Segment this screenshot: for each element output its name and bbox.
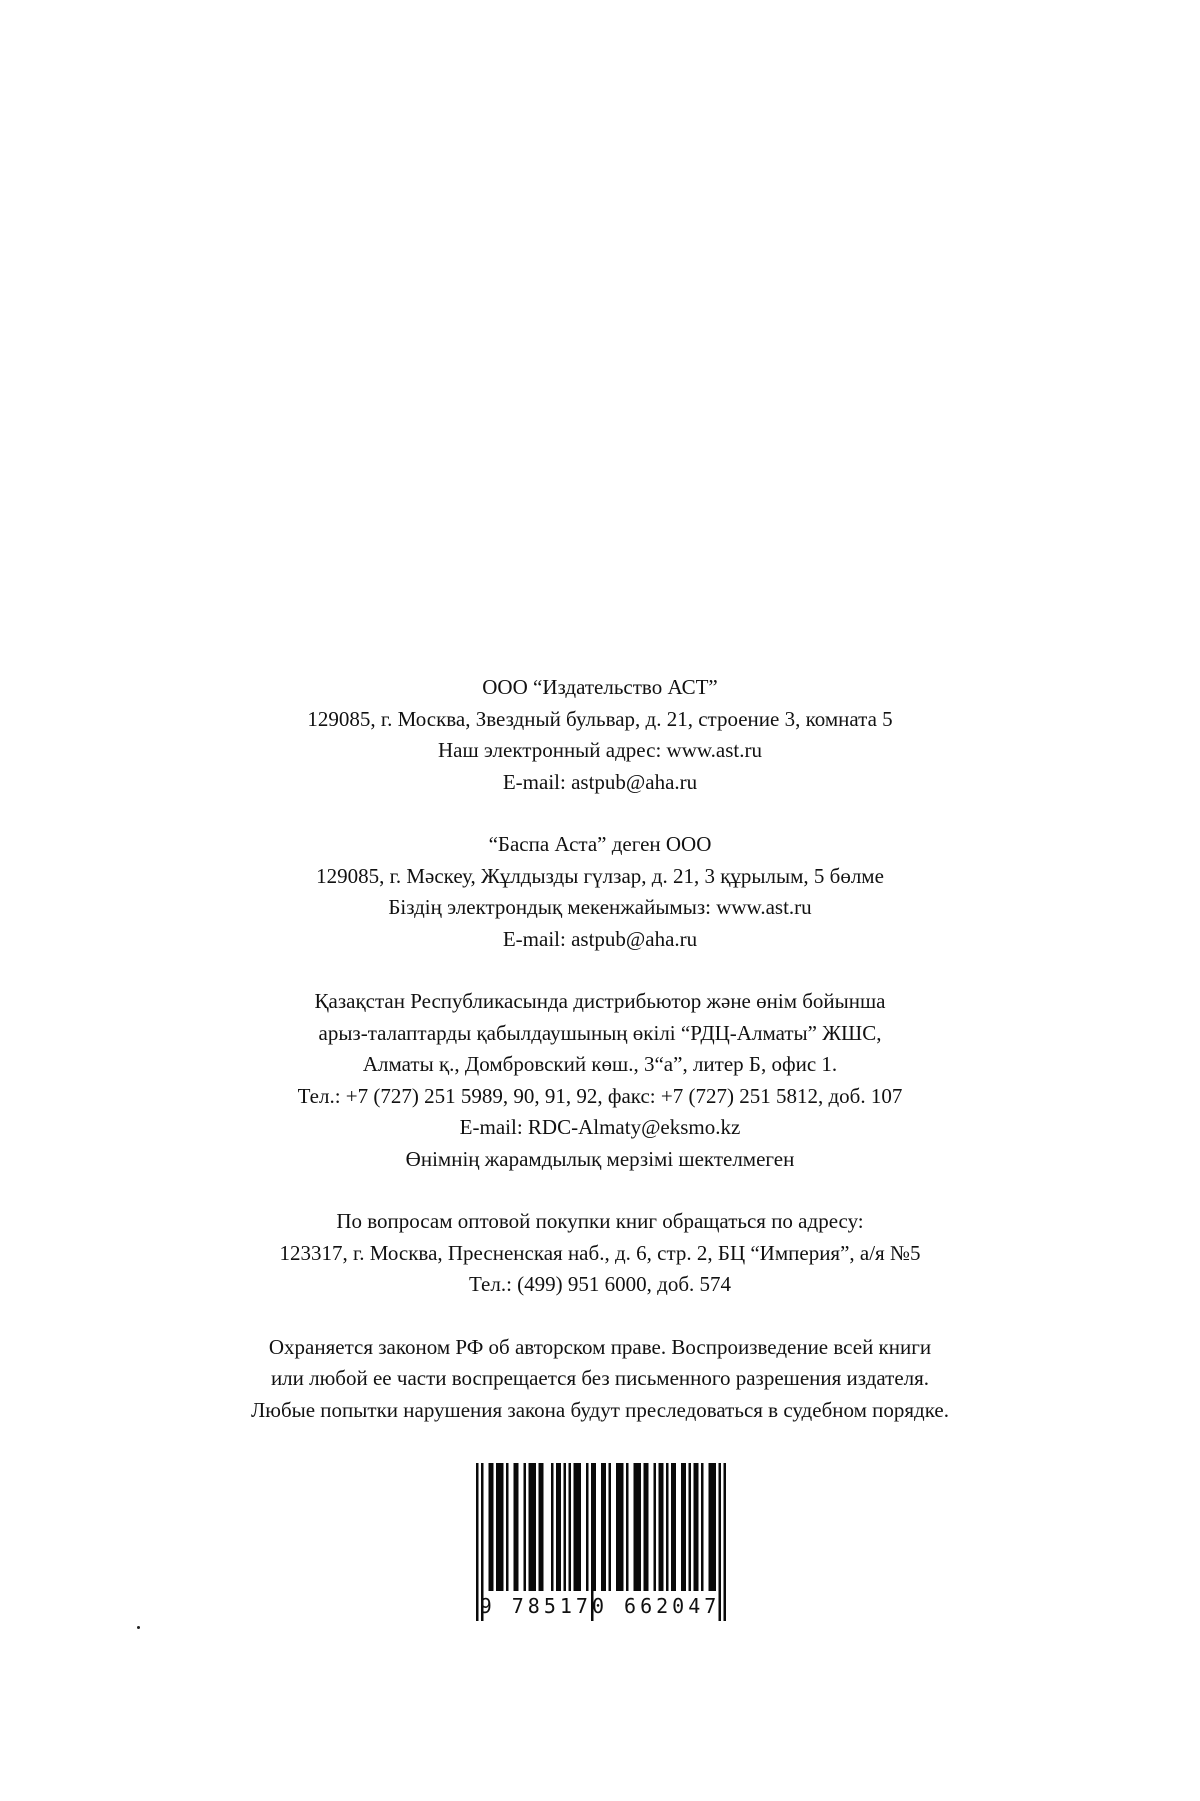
barcode-bar: [586, 1463, 589, 1591]
distributor-line-1: Қазақстан Республикасында дистрибьютор және өнім бойынша: [314, 989, 886, 1013]
barcode-bar: [619, 1463, 622, 1591]
barcode-bar: [489, 1463, 492, 1591]
distributor-line-2: арыз-талаптарды қабылдаушының өкілі “РДЦ-Алматы” ЖШС,: [318, 1020, 882, 1045]
barcode-bar: [604, 1463, 607, 1591]
wholesale-line-1: По вопросам оптовой покупки книг обращаться по адресу:: [336, 1209, 864, 1233]
barcode-bar: [661, 1463, 664, 1591]
barcode-bar: [514, 1463, 517, 1591]
barcode-bar: [714, 1463, 717, 1591]
barcode-bar: [696, 1463, 699, 1591]
barcode-bar: [529, 1463, 532, 1591]
barcode-bar: [674, 1463, 677, 1591]
barcode-bar: [594, 1463, 597, 1591]
barcode-bar: [556, 1463, 559, 1591]
barcode-bar: [564, 1463, 567, 1591]
publisher-ru-website: Наш электронный адрес: www.ast.ru: [438, 738, 762, 762]
barcode-bar: [516, 1463, 519, 1591]
barcode-bar: [636, 1463, 639, 1591]
barcode-bar: [551, 1463, 554, 1591]
barcode-bar: [644, 1463, 647, 1591]
barcode-bar: [659, 1463, 662, 1591]
wholesale-block: [100, 1206, 1100, 1301]
barcode-bar: [626, 1463, 629, 1591]
publisher-kz-address: 129085, г. Мәскеу, Жұлдызды гүлзар, д. 21, 3 құрылым, 5 бөлме: [316, 863, 884, 888]
barcode-bar: [666, 1463, 669, 1591]
publisher-kz-website: Біздің электрондық мекенжайымыз: www.ast.ru: [388, 895, 812, 919]
copyright-line-3: Любые попытки нарушения закона будут преследоваться в судебном порядке.: [251, 1397, 949, 1422]
scan-dot: [137, 1626, 140, 1629]
publisher-kz-block: [100, 829, 1100, 955]
barcode-bar: [539, 1463, 542, 1591]
barcode-bar: [576, 1463, 579, 1591]
barcode-bar: [684, 1463, 687, 1591]
barcode-bar: [569, 1463, 572, 1591]
barcode-bar: [501, 1463, 504, 1591]
distributor-email: E-mail: RDC-Almaty@eksmo.kz: [459, 1115, 741, 1139]
barcode-bar: [694, 1463, 697, 1591]
publisher-ru-address: 129085, г. Москва, Звездный бульвар, д. 21, строение 3, комната 5: [307, 706, 893, 731]
publisher-kz-email: E-mail: astpub@aha.ru: [502, 926, 698, 951]
barcode-bar: [681, 1463, 684, 1591]
publisher-kz-name: “Баспа Аста” деген ООО: [488, 832, 712, 856]
barcode-bar: [654, 1463, 657, 1591]
ean13-barcode-icon: [464, 1463, 736, 1623]
publisher-ru-block: [100, 672, 1100, 798]
barcode-bar: [601, 1463, 604, 1591]
publisher-ru-name: ООО “Издательство АСТ”: [482, 675, 718, 699]
wholesale-phone: Тел.: (499) 951 6000, доб. 574: [468, 1272, 732, 1296]
barcode-bar: [616, 1463, 619, 1591]
barcode-bar: [646, 1463, 649, 1591]
barcode-bar: [574, 1463, 577, 1591]
barcode-bar: [506, 1463, 509, 1591]
barcode-bar: [541, 1463, 544, 1591]
barcode-bar: [496, 1463, 499, 1591]
barcode-bar: [531, 1463, 534, 1591]
distributor-phone: Тел.: +7 (727) 251 5989, 90, 91, 92, факс: +7 (727) 251 5812, доб. 107: [297, 1083, 903, 1108]
barcode-bar: [499, 1463, 502, 1591]
barcode-bar: [524, 1463, 527, 1591]
publisher-ru-email: E-mail: astpub@aha.ru: [502, 769, 698, 794]
copyright-line-1: Охраняется законом РФ об авторском праве. Воспроизведение всей книги: [268, 1334, 932, 1359]
barcode-bar: [579, 1463, 582, 1591]
barcode-bar: [689, 1463, 692, 1591]
wholesale-address: 123317, г. Москва, Пресненская наб., д. 6, стр. 2, БЦ “Империя”, а/я №5: [279, 1240, 921, 1265]
barcode-bar: [491, 1463, 494, 1591]
barcode-bar: [701, 1463, 704, 1591]
distributor-address: Алматы қ., Домбровский көш., 3“а”, литер Б, офис 1.: [362, 1052, 838, 1076]
barcode-bar: [711, 1463, 714, 1591]
barcode-bar: [639, 1463, 642, 1591]
barcode-bar: [534, 1463, 537, 1591]
distributor-shelf-life: Өнімнің жарамдылық мерзімі шектелмеген: [405, 1146, 795, 1171]
barcode-bar: [709, 1463, 712, 1591]
copyright-line-2: или любой ее части воспрещается без письменного разрешения издателя.: [270, 1366, 930, 1390]
barcode-bar: [621, 1463, 624, 1591]
distributor-kz-block: [100, 986, 1100, 1175]
barcode-digits: 9 785170 662047: [479, 1594, 721, 1618]
copyright-block: [100, 1332, 1100, 1427]
barcode-bar: [609, 1463, 612, 1591]
barcode-bar: [634, 1463, 637, 1591]
barcode-bar: [671, 1463, 674, 1591]
imprint-text: [100, 672, 1100, 1426]
barcode-bar: [559, 1463, 562, 1591]
